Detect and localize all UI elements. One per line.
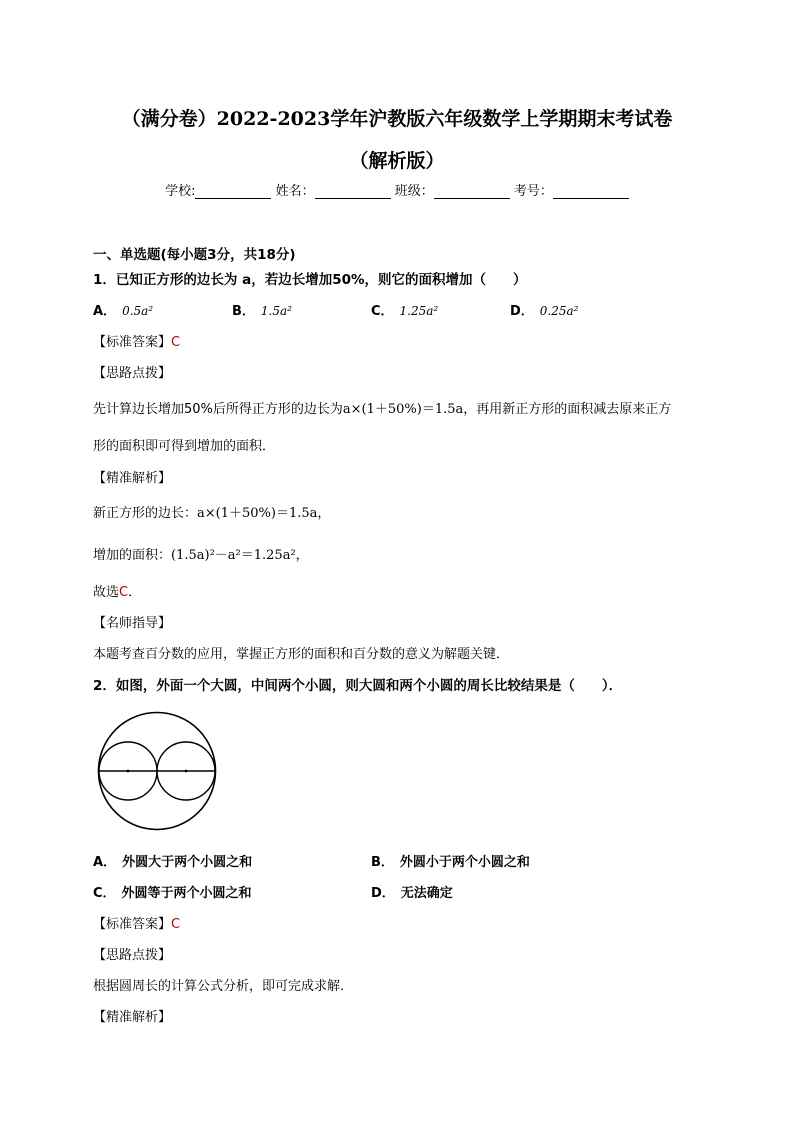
q2-analysis-label: 【精准解析】 bbox=[93, 1010, 172, 1025]
q1-analysis-label: 【精准解析】 bbox=[93, 471, 172, 486]
q1-analysis-line-2-prefix: 增加的面积： bbox=[93, 548, 172, 563]
q2-option-a-text: 外圆大于两个小圆之和 bbox=[122, 855, 253, 870]
q2-answer-value: C bbox=[171, 917, 181, 932]
q1-analysis-line-1-prefix: 新正方形的边长： bbox=[93, 506, 198, 521]
q1-option-d bbox=[510, 300, 578, 319]
q1-option-b-letter: B． bbox=[232, 304, 255, 319]
q2-hint-label: 【思路点拨】 bbox=[93, 948, 172, 963]
school-blank[interactable] bbox=[195, 184, 271, 199]
section-heading: 一、单选题(每小题3分，共18分) bbox=[93, 247, 296, 263]
q1-analysis-line-2-formula: (1.5a)²－a²＝1.25a² bbox=[171, 548, 296, 563]
q1-teacher-label: 【名师指导】 bbox=[93, 616, 172, 631]
number-blank[interactable] bbox=[553, 184, 629, 199]
q2-hint-text: 根据圆周长的计算公式分析，即可完成求解． bbox=[93, 979, 354, 994]
q2-option-c-letter: C． bbox=[93, 886, 116, 901]
q1-analysis-line-2-suffix: ， bbox=[295, 548, 309, 563]
q1-answer-value: C bbox=[171, 335, 181, 350]
q1-teacher-text: 本题考查百分数的应用，掌握正方形的面积和百分数的意义为解题关键． bbox=[93, 647, 510, 662]
q2-answer bbox=[93, 913, 180, 932]
q1-option-a bbox=[93, 300, 153, 319]
q2-option-b bbox=[371, 851, 530, 870]
q1-hint-part-2: ，再用新正方形的面积减去原来正方 bbox=[463, 402, 672, 417]
q1-answer bbox=[93, 331, 180, 350]
school-label: 学校: bbox=[165, 184, 196, 199]
q2-circle-figure bbox=[96, 710, 218, 832]
title-line-1: （满分卷）2022-2023学年沪教版六年级数学上学期期末考试卷 bbox=[121, 108, 673, 130]
q2-option-a bbox=[93, 851, 252, 870]
title-line-2: （解析版） bbox=[349, 150, 445, 172]
q2-left-center-dot bbox=[127, 770, 130, 773]
q2-option-d bbox=[371, 882, 453, 901]
q1-hint-line-1 bbox=[93, 398, 671, 417]
name-label: 姓名： bbox=[275, 184, 315, 199]
q2-option-b-text: 外圆小于两个小圆之和 bbox=[399, 855, 530, 870]
q1-hint-line-2: 形的面积即可得到增加的面积． bbox=[93, 439, 276, 454]
q1-analysis-line-1 bbox=[93, 502, 330, 521]
q2-stem: 2．如图，外面一个大圆，中间两个小圆，则大圆和两个小圆的周长比较结果是（ ）． bbox=[93, 678, 623, 694]
q1-hint-formula: a×(1＋50%)＝1.5a bbox=[342, 402, 464, 417]
q1-analysis-line-1-suffix: ， bbox=[317, 506, 331, 521]
q1-option-a-letter: A． bbox=[93, 304, 117, 319]
q1-option-c-text: 1.25a² bbox=[399, 304, 439, 318]
q2-option-b-letter: B． bbox=[371, 855, 394, 870]
q1-option-b-text: 1.5a² bbox=[260, 304, 292, 318]
q1-analysis-line-1-formula: a×(1＋50%)＝1.5a bbox=[197, 506, 318, 521]
name-blank[interactable] bbox=[315, 184, 391, 199]
q2-option-d-text: 无法确定 bbox=[400, 886, 453, 901]
q2-option-c-text: 外圆等于两个小圆之和 bbox=[121, 886, 252, 901]
q2-option-d-letter: D． bbox=[371, 886, 395, 901]
q1-option-c bbox=[371, 300, 438, 319]
q1-option-a-text: 0.5a² bbox=[122, 304, 154, 318]
q1-option-d-letter: D． bbox=[510, 304, 534, 319]
q1-analysis-line-2 bbox=[93, 544, 309, 563]
q2-option-a-letter: A． bbox=[93, 855, 117, 870]
q1-choose-prefix: 故选 bbox=[93, 585, 120, 600]
q1-option-c-letter: C． bbox=[371, 304, 394, 319]
q2-answer-label: 【标准答案】 bbox=[93, 917, 172, 932]
q1-hint-label: 【思路点拨】 bbox=[93, 366, 172, 381]
class-label: 班级： bbox=[394, 184, 434, 199]
q1-stem: 1．已知正方形的边长为 a，若边长增加50%，则它的面积增加（ ） bbox=[93, 272, 527, 288]
q1-option-d-text: 0.25a² bbox=[539, 304, 579, 318]
q1-choose bbox=[93, 581, 141, 600]
student-info-line bbox=[0, 180, 794, 199]
q1-hint-part-1: 先计算边长增加50%后所得正方形的边长为 bbox=[93, 402, 343, 417]
q1-choose-letter: C bbox=[119, 585, 129, 600]
q1-choose-suffix: ． bbox=[128, 585, 142, 600]
q2-option-c bbox=[93, 882, 252, 901]
number-label: 考号： bbox=[513, 184, 553, 199]
class-blank[interactable] bbox=[434, 184, 510, 199]
q2-right-center-dot bbox=[185, 770, 188, 773]
q1-answer-label: 【标准答案】 bbox=[93, 335, 172, 350]
q1-option-b bbox=[232, 300, 292, 319]
